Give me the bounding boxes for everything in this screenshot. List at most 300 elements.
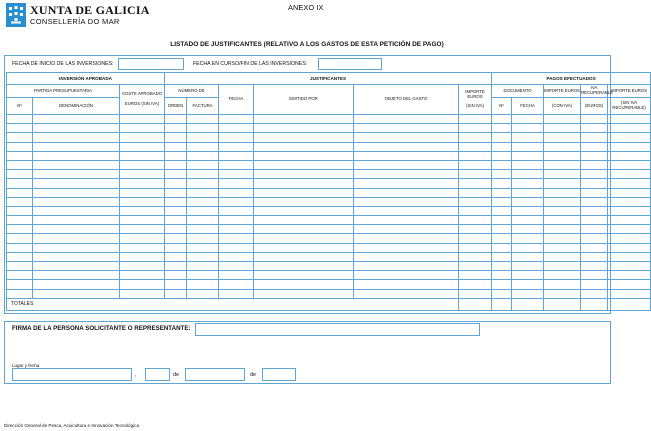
table-cell[interactable] <box>33 133 120 142</box>
table-cell[interactable] <box>33 252 120 261</box>
table-cell[interactable] <box>544 271 581 280</box>
table-cell[interactable] <box>608 151 651 160</box>
table-cell[interactable] <box>581 252 608 261</box>
table-cell[interactable] <box>7 133 33 142</box>
group-justificantes: JUSTIFICANTES <box>165 73 492 85</box>
table-cell[interactable] <box>254 216 354 225</box>
table-cell[interactable] <box>254 160 354 169</box>
table-cell[interactable] <box>254 280 354 289</box>
table-cell[interactable] <box>354 280 459 289</box>
table-cell[interactable] <box>33 179 120 188</box>
table-cell[interactable] <box>33 234 120 243</box>
table-row <box>7 271 651 280</box>
table-cell[interactable] <box>219 160 254 169</box>
table-cell[interactable] <box>459 124 492 133</box>
table-cell[interactable] <box>219 262 254 271</box>
table-cell[interactable] <box>354 234 459 243</box>
table-cell[interactable] <box>459 179 492 188</box>
table-cell[interactable] <box>459 170 492 179</box>
table-cell[interactable] <box>581 225 608 234</box>
table-cell[interactable] <box>544 115 581 124</box>
table-cell[interactable] <box>120 234 165 243</box>
table-cell[interactable] <box>33 188 120 197</box>
table-cell[interactable] <box>492 170 512 179</box>
table-cell[interactable] <box>165 243 187 252</box>
table-cell[interactable] <box>512 252 544 261</box>
table-cell[interactable] <box>459 289 492 298</box>
table-cell[interactable] <box>581 197 608 206</box>
table-cell[interactable] <box>7 151 33 160</box>
table-cell[interactable] <box>165 179 187 188</box>
table-cell[interactable] <box>492 271 512 280</box>
table-cell[interactable] <box>492 234 512 243</box>
table-cell[interactable] <box>33 160 120 169</box>
table-cell[interactable] <box>165 124 187 133</box>
table-cell[interactable] <box>544 133 581 142</box>
table-cell[interactable] <box>544 243 581 252</box>
table-cell[interactable] <box>165 262 187 271</box>
table-cell[interactable] <box>187 280 219 289</box>
table-cell[interactable] <box>608 142 651 151</box>
table-cell[interactable] <box>165 271 187 280</box>
table-cell[interactable] <box>354 206 459 215</box>
table-cell[interactable] <box>33 197 120 206</box>
table-cell[interactable] <box>120 280 165 289</box>
table-cell[interactable] <box>581 280 608 289</box>
table-cell[interactable] <box>165 170 187 179</box>
table-cell[interactable] <box>512 280 544 289</box>
table-cell[interactable] <box>354 160 459 169</box>
end-date-field[interactable] <box>318 58 382 70</box>
table-cell[interactable] <box>354 289 459 298</box>
table-cell[interactable] <box>512 160 544 169</box>
table-cell[interactable] <box>581 206 608 215</box>
table-cell[interactable] <box>219 133 254 142</box>
table-cell[interactable] <box>165 188 187 197</box>
table-cell[interactable] <box>581 179 608 188</box>
table-cell[interactable] <box>544 262 581 271</box>
table-cell[interactable] <box>165 160 187 169</box>
table-cell[interactable] <box>512 216 544 225</box>
table-cell[interactable] <box>219 197 254 206</box>
table-cell[interactable] <box>219 234 254 243</box>
table-cell[interactable] <box>608 216 651 225</box>
table-cell[interactable] <box>492 151 512 160</box>
table-cell[interactable] <box>120 179 165 188</box>
table-cell[interactable] <box>120 271 165 280</box>
table-cell[interactable] <box>120 262 165 271</box>
table-cell[interactable] <box>7 216 33 225</box>
table-cell[interactable] <box>165 280 187 289</box>
table-cell[interactable] <box>33 142 120 151</box>
table-cell[interactable] <box>165 252 187 261</box>
table-cell[interactable] <box>254 151 354 160</box>
table-cell[interactable] <box>512 188 544 197</box>
table-cell[interactable] <box>544 151 581 160</box>
table-cell[interactable] <box>512 179 544 188</box>
table-cell[interactable] <box>608 243 651 252</box>
table-cell[interactable] <box>187 197 219 206</box>
totals-cell[interactable] <box>512 298 544 310</box>
table-cell[interactable] <box>7 271 33 280</box>
table-cell[interactable] <box>219 206 254 215</box>
table-cell[interactable] <box>492 216 512 225</box>
table-cell[interactable] <box>492 206 512 215</box>
table-cell[interactable] <box>219 225 254 234</box>
table-cell[interactable] <box>219 151 254 160</box>
table-cell[interactable] <box>492 188 512 197</box>
table-cell[interactable] <box>219 115 254 124</box>
table-cell[interactable] <box>544 197 581 206</box>
table-cell[interactable] <box>354 170 459 179</box>
table-cell[interactable] <box>7 170 33 179</box>
table-cell[interactable] <box>544 289 581 298</box>
table-cell[interactable] <box>187 124 219 133</box>
table-cell[interactable] <box>187 170 219 179</box>
table-cell[interactable] <box>544 188 581 197</box>
table-cell[interactable] <box>219 179 254 188</box>
table-cell[interactable] <box>219 271 254 280</box>
place-field[interactable] <box>12 368 132 381</box>
table-cell[interactable] <box>7 280 33 289</box>
table-cell[interactable] <box>354 115 459 124</box>
table-cell[interactable] <box>33 115 120 124</box>
table-cell[interactable] <box>354 133 459 142</box>
table-cell[interactable] <box>492 289 512 298</box>
table-cell[interactable] <box>187 188 219 197</box>
table-cell[interactable] <box>492 197 512 206</box>
table-cell[interactable] <box>544 206 581 215</box>
table-cell[interactable] <box>459 216 492 225</box>
table-cell[interactable] <box>7 252 33 261</box>
table-cell[interactable] <box>254 289 354 298</box>
table-cell[interactable] <box>219 280 254 289</box>
table-cell[interactable] <box>512 271 544 280</box>
table-cell[interactable] <box>33 170 120 179</box>
table-cell[interactable] <box>7 124 33 133</box>
table-cell[interactable] <box>120 124 165 133</box>
table-cell[interactable] <box>544 160 581 169</box>
table-cell[interactable] <box>608 271 651 280</box>
table-cell[interactable] <box>512 151 544 160</box>
table-cell[interactable] <box>120 206 165 215</box>
table-cell[interactable] <box>219 252 254 261</box>
table-cell[interactable] <box>354 262 459 271</box>
table-cell[interactable] <box>219 188 254 197</box>
table-cell[interactable] <box>459 234 492 243</box>
table-cell[interactable] <box>187 289 219 298</box>
table-cell[interactable] <box>581 160 608 169</box>
table-cell[interactable] <box>33 280 120 289</box>
table-cell[interactable] <box>187 206 219 215</box>
table-cell[interactable] <box>33 151 120 160</box>
table-cell[interactable] <box>254 124 354 133</box>
table-cell[interactable] <box>165 197 187 206</box>
table-cell[interactable] <box>120 188 165 197</box>
table-cell[interactable] <box>581 234 608 243</box>
table-cell[interactable] <box>581 188 608 197</box>
table-cell[interactable] <box>354 197 459 206</box>
table-cell[interactable] <box>581 151 608 160</box>
table-cell[interactable] <box>492 252 512 261</box>
table-cell[interactable] <box>544 234 581 243</box>
table-cell[interactable] <box>165 133 187 142</box>
de-separator-1: de <box>173 372 180 378</box>
table-cell[interactable] <box>187 142 219 151</box>
table-cell[interactable] <box>7 197 33 206</box>
table-cell[interactable] <box>512 197 544 206</box>
table-cell[interactable] <box>608 124 651 133</box>
table-cell[interactable] <box>165 234 187 243</box>
table-cell[interactable] <box>354 271 459 280</box>
table-cell[interactable] <box>120 170 165 179</box>
table-cell[interactable] <box>219 124 254 133</box>
table-cell[interactable] <box>254 262 354 271</box>
table-cell[interactable] <box>459 115 492 124</box>
table-cell[interactable] <box>354 188 459 197</box>
table-cell[interactable] <box>581 133 608 142</box>
table-cell[interactable] <box>608 206 651 215</box>
table-cell[interactable] <box>33 124 120 133</box>
table-cell[interactable] <box>608 280 651 289</box>
table-cell[interactable] <box>7 289 33 298</box>
table-cell[interactable] <box>492 160 512 169</box>
table-cell[interactable] <box>7 234 33 243</box>
table-cell[interactable] <box>187 271 219 280</box>
day-field[interactable] <box>145 368 170 381</box>
table-cell[interactable] <box>459 206 492 215</box>
table-cell[interactable] <box>459 160 492 169</box>
col-n: Nº <box>7 98 33 115</box>
table-row <box>7 124 651 133</box>
table-cell[interactable] <box>512 170 544 179</box>
table-cell[interactable] <box>33 289 120 298</box>
table-cell[interactable] <box>512 243 544 252</box>
table-cell[interactable] <box>219 216 254 225</box>
table-cell[interactable] <box>354 252 459 261</box>
table-cell[interactable] <box>254 225 354 234</box>
table-cell[interactable] <box>459 280 492 289</box>
table-cell[interactable] <box>354 151 459 160</box>
table-cell[interactable] <box>219 243 254 252</box>
table-cell[interactable] <box>512 234 544 243</box>
table-cell[interactable] <box>354 179 459 188</box>
table-cell[interactable] <box>254 142 354 151</box>
table-cell[interactable] <box>492 133 512 142</box>
table-cell[interactable] <box>120 197 165 206</box>
table-cell[interactable] <box>544 216 581 225</box>
table-cell[interactable] <box>187 115 219 124</box>
table-cell[interactable] <box>608 197 651 206</box>
table-cell[interactable] <box>7 115 33 124</box>
table-cell[interactable] <box>608 133 651 142</box>
table-cell[interactable] <box>608 252 651 261</box>
table-cell[interactable] <box>120 289 165 298</box>
table-cell[interactable] <box>165 216 187 225</box>
table-cell[interactable] <box>492 262 512 271</box>
table-cell[interactable] <box>512 262 544 271</box>
table-cell[interactable] <box>254 170 354 179</box>
year-field[interactable] <box>262 368 296 381</box>
table-cell[interactable] <box>120 115 165 124</box>
table-cell[interactable] <box>608 179 651 188</box>
table-cell[interactable] <box>544 280 581 289</box>
table-cell[interactable] <box>581 289 608 298</box>
table-cell[interactable] <box>254 133 354 142</box>
totals-cell[interactable] <box>608 298 651 310</box>
table-cell[interactable] <box>187 225 219 234</box>
table-cell[interactable] <box>608 225 651 234</box>
table-cell[interactable] <box>581 142 608 151</box>
table-cell[interactable] <box>7 225 33 234</box>
table-cell[interactable] <box>120 142 165 151</box>
table-cell[interactable] <box>7 262 33 271</box>
table-cell[interactable] <box>512 115 544 124</box>
table-cell[interactable] <box>459 262 492 271</box>
totals-cell[interactable] <box>459 298 492 310</box>
table-cell[interactable] <box>459 271 492 280</box>
table-cell[interactable] <box>254 115 354 124</box>
table-cell[interactable] <box>492 243 512 252</box>
table-cell[interactable] <box>608 234 651 243</box>
table-cell[interactable] <box>354 243 459 252</box>
table-cell[interactable] <box>219 142 254 151</box>
table-cell[interactable] <box>254 234 354 243</box>
table-cell[interactable] <box>120 216 165 225</box>
table-cell[interactable] <box>354 142 459 151</box>
table-cell[interactable] <box>254 252 354 261</box>
table-cell[interactable] <box>608 170 651 179</box>
table-cell[interactable] <box>120 151 165 160</box>
table-cell[interactable] <box>120 243 165 252</box>
month-field[interactable] <box>185 368 245 381</box>
table-cell[interactable] <box>492 142 512 151</box>
table-cell[interactable] <box>33 225 120 234</box>
table-cell[interactable] <box>7 179 33 188</box>
start-date-label: FECHA DE INICIO DE LAS INVERSIONES: <box>12 61 114 67</box>
table-cell[interactable] <box>581 115 608 124</box>
table-cell[interactable] <box>492 179 512 188</box>
table-cell[interactable] <box>165 115 187 124</box>
table-cell[interactable] <box>492 280 512 289</box>
table-cell[interactable] <box>7 160 33 169</box>
table-cell[interactable] <box>459 252 492 261</box>
table-cell[interactable] <box>254 188 354 197</box>
table-cell[interactable] <box>33 262 120 271</box>
table-cell[interactable] <box>581 124 608 133</box>
table-cell[interactable] <box>187 234 219 243</box>
table-cell[interactable] <box>512 142 544 151</box>
table-cell[interactable] <box>544 225 581 234</box>
table-cell[interactable] <box>581 262 608 271</box>
table-cell[interactable] <box>187 216 219 225</box>
table-cell[interactable] <box>608 289 651 298</box>
table-cell[interactable] <box>7 188 33 197</box>
table-cell[interactable] <box>354 225 459 234</box>
table-cell[interactable] <box>219 170 254 179</box>
table-cell[interactable] <box>7 142 33 151</box>
table-cell[interactable] <box>120 133 165 142</box>
table-cell[interactable] <box>187 252 219 261</box>
table-cell[interactable] <box>544 142 581 151</box>
table-cell[interactable] <box>120 225 165 234</box>
table-cell[interactable] <box>608 188 651 197</box>
table-cell[interactable] <box>492 225 512 234</box>
signature-field[interactable] <box>195 323 480 336</box>
table-cell[interactable] <box>354 124 459 133</box>
table-cell[interactable] <box>165 206 187 215</box>
table-cell[interactable] <box>544 179 581 188</box>
table-cell[interactable] <box>544 170 581 179</box>
table-cell[interactable] <box>459 197 492 206</box>
table-cell[interactable] <box>492 124 512 133</box>
table-cell[interactable] <box>354 216 459 225</box>
table-cell[interactable] <box>120 252 165 261</box>
table-cell[interactable] <box>165 289 187 298</box>
table-cell[interactable] <box>254 197 354 206</box>
table-cell[interactable] <box>165 142 187 151</box>
table-cell[interactable] <box>459 133 492 142</box>
table-cell[interactable] <box>459 142 492 151</box>
table-cell[interactable] <box>459 188 492 197</box>
table-cell[interactable] <box>120 160 165 169</box>
table-cell[interactable] <box>459 243 492 252</box>
table-cell[interactable] <box>187 243 219 252</box>
table-cell[interactable] <box>187 151 219 160</box>
table-cell[interactable] <box>254 271 354 280</box>
table-cell[interactable] <box>512 289 544 298</box>
table-cell[interactable] <box>7 206 33 215</box>
table-cell[interactable] <box>512 124 544 133</box>
totals-cell[interactable] <box>492 298 512 310</box>
table-cell[interactable] <box>254 206 354 215</box>
table-cell[interactable] <box>33 216 120 225</box>
table-cell[interactable] <box>608 262 651 271</box>
table-cell[interactable] <box>187 160 219 169</box>
table-cell[interactable] <box>581 271 608 280</box>
table-cell[interactable] <box>492 115 512 124</box>
table-cell[interactable] <box>33 271 120 280</box>
table-cell[interactable] <box>581 170 608 179</box>
table-cell[interactable] <box>254 243 354 252</box>
table-cell[interactable] <box>165 151 187 160</box>
table-cell[interactable] <box>512 225 544 234</box>
table-cell[interactable] <box>187 179 219 188</box>
table-cell[interactable] <box>165 225 187 234</box>
table-cell[interactable] <box>187 133 219 142</box>
table-cell[interactable] <box>512 206 544 215</box>
table-cell[interactable] <box>7 243 33 252</box>
table-cell[interactable] <box>459 225 492 234</box>
table-cell[interactable] <box>608 115 651 124</box>
table-cell[interactable] <box>581 243 608 252</box>
start-date-field[interactable] <box>118 58 184 70</box>
table-cell[interactable] <box>219 289 254 298</box>
table-cell[interactable] <box>544 124 581 133</box>
totals-cell[interactable] <box>581 298 608 310</box>
table-cell[interactable] <box>187 262 219 271</box>
header-fecha: FECHA <box>219 85 254 115</box>
table-cell[interactable] <box>544 252 581 261</box>
table-cell[interactable] <box>33 243 120 252</box>
totals-cell[interactable] <box>544 298 581 310</box>
table-cell[interactable] <box>459 151 492 160</box>
table-cell[interactable] <box>33 206 120 215</box>
table-cell[interactable] <box>254 179 354 188</box>
table-cell[interactable] <box>581 216 608 225</box>
table-cell[interactable] <box>608 160 651 169</box>
table-cell[interactable] <box>512 133 544 142</box>
